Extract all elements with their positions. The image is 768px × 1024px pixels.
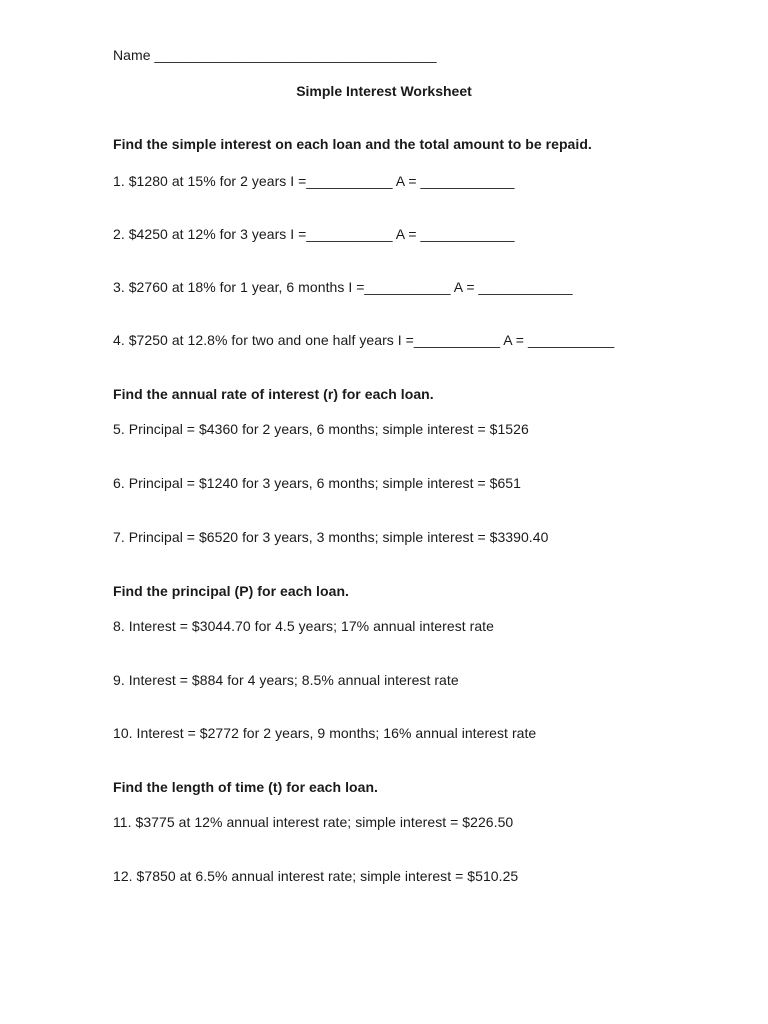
problem-7: 7. Principal = $6520 for 3 years, 3 months; simple interest = $3390.40 — [113, 529, 549, 545]
section-heading-simple-interest: Find the simple interest on each loan and the total amount to be repaid. — [113, 136, 592, 152]
problem-1: 1. $1280 at 15% for 2 years I =___________ A = ____________ — [113, 173, 515, 189]
name-line: Name ____________________________________ — [113, 47, 437, 63]
problem-3: 3. $2760 at 18% for 1 year, 6 months I =___________ A = ____________ — [113, 279, 573, 295]
problem-5: 5. Principal = $4360 for 2 years, 6 months; simple interest = $1526 — [113, 421, 529, 437]
page-title: Simple Interest Worksheet — [296, 83, 472, 99]
problem-2: 2. $4250 at 12% for 3 years I =___________ A = ____________ — [113, 226, 515, 242]
problem-8: 8. Interest = $3044.70 for 4.5 years; 17% annual interest rate — [113, 618, 494, 634]
section-heading-length-of-time: Find the length of time (t) for each loan. — [113, 779, 378, 795]
problem-11: 11. $3775 at 12% annual interest rate; simple interest = $226.50 — [113, 814, 514, 830]
problem-9: 9. Interest = $884 for 4 years; 8.5% annual interest rate — [113, 672, 459, 688]
problem-6: 6. Principal = $1240 for 3 years, 6 months; simple interest = $651 — [113, 475, 521, 491]
section-heading-principal: Find the principal (P) for each loan. — [113, 583, 349, 599]
problem-4: 4. $7250 at 12.8% for two and one half years I =___________ A = ___________ — [113, 332, 615, 348]
section-heading-annual-rate: Find the annual rate of interest (r) for each loan. — [113, 386, 434, 402]
problem-10: 10. Interest = $2772 for 2 years, 9 months; 16% annual interest rate — [113, 725, 537, 741]
problem-12: 12. $7850 at 6.5% annual interest rate; simple interest = $510.25 — [113, 868, 519, 884]
